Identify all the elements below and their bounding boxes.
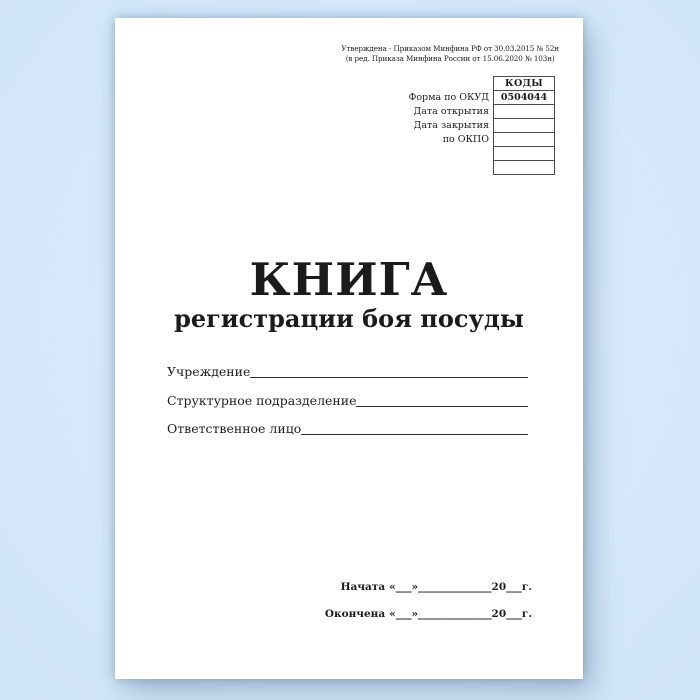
codes-row-value	[494, 105, 555, 119]
codes-row-value	[494, 161, 555, 175]
form-field-row-institution	[167, 361, 528, 380]
codes-empty-label	[408, 77, 493, 91]
codes-row-value: 0504044	[494, 91, 555, 105]
codes-row-label: по ОКПО	[442, 133, 489, 145]
form-field-label: Учреждение	[167, 364, 251, 379]
form-field-label: Структурное подразделение	[167, 392, 357, 408]
date-row-finished	[325, 607, 532, 621]
form-fields	[167, 361, 528, 447]
table-row	[408, 119, 554, 133]
approval-line-2: (в ред. Приказа Минфина России от 15.06.2020 № 103н)	[345, 53, 555, 63]
book-cover-page	[115, 18, 583, 679]
table-row	[408, 161, 554, 175]
codes-row-label	[408, 161, 493, 175]
date-fill: «___»______________20___г.	[389, 581, 532, 593]
codes-table	[408, 76, 555, 175]
approval-note	[341, 44, 559, 63]
fill-in-line	[356, 406, 528, 407]
form-field-row-responsible	[167, 418, 528, 437]
date-lines	[325, 580, 532, 634]
codes-header-row	[408, 77, 554, 91]
form-field-label: Ответственное лицо	[167, 421, 302, 436]
approval-line-1: Утверждена - Приказом Минфина РФ от 30.03.2015 № 52н	[341, 44, 559, 53]
table-row	[408, 147, 554, 161]
page-subtitle: регистрации боя посуды	[174, 304, 524, 333]
codes-row-value	[494, 147, 555, 161]
codes-row-label: Дата закрытия	[413, 119, 489, 131]
fill-in-line	[250, 377, 528, 378]
date-label: Окончена	[324, 608, 386, 620]
codes-row-label: Форма по ОКУД	[408, 91, 489, 103]
table-row	[408, 105, 554, 119]
codes-row-value	[494, 133, 555, 147]
codes-row-label	[408, 147, 493, 161]
form-field-row-department	[167, 390, 528, 409]
table-row	[408, 133, 554, 147]
date-fill: «___»______________20___г.	[389, 608, 532, 620]
codes-row-value	[494, 119, 555, 133]
codes-row-label: Дата открытия	[413, 105, 489, 117]
date-row-started	[325, 580, 532, 594]
date-label: Начата	[340, 581, 386, 593]
page-title: КНИГА	[249, 253, 449, 306]
codes-header-cell: КОДЫ	[494, 77, 555, 91]
table-row	[408, 91, 554, 105]
fill-in-line	[301, 434, 528, 435]
